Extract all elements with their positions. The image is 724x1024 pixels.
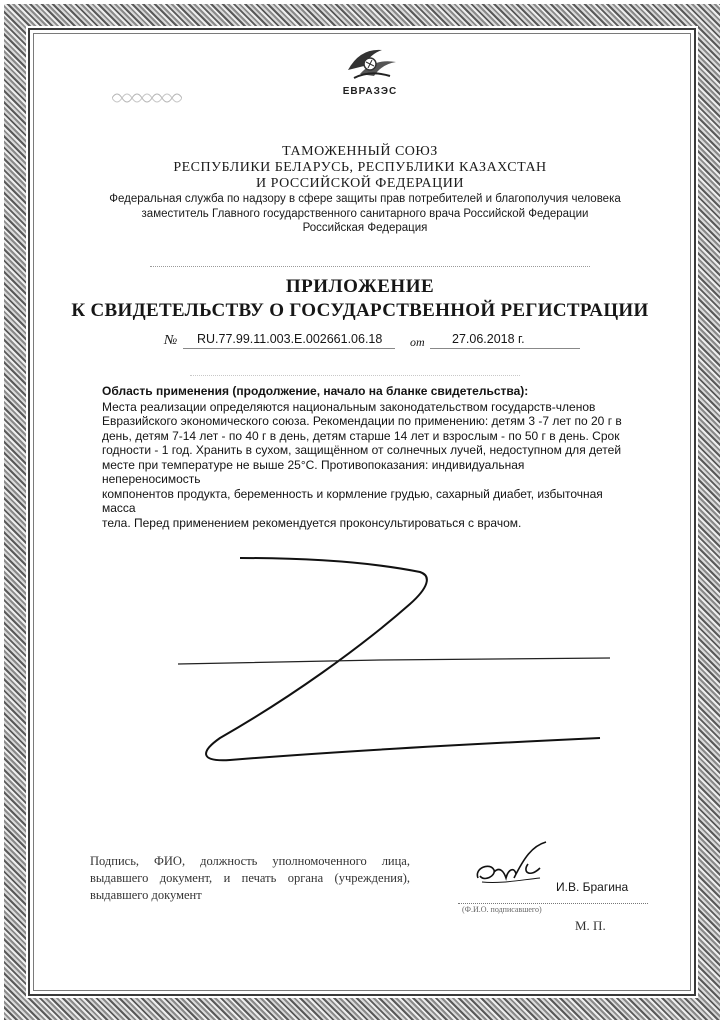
security-pattern (112, 90, 182, 106)
divider-line (190, 375, 520, 376)
signer-name: И.В. Брагина (556, 880, 629, 894)
header-republics: РЕСПУБЛИКИ БЕЛАРУСЬ, РЕСПУБЛИКИ КАЗАХСТАН (173, 160, 547, 175)
signature (470, 838, 560, 898)
certificate-number: RU.77.99.11.003.Е.002661.06.18 (197, 332, 383, 346)
header-union: ТАМОЖЕННЫЙ СОЮЗ (282, 144, 438, 159)
text-line: месте при температуре не выше 25°С. Противопоказания: индивидуальная непереносимость (102, 457, 525, 486)
number-label: № (164, 333, 178, 348)
deputy-title: заместитель Главного государственного санитарного врача Российской Федерации (141, 208, 589, 220)
date-underline (430, 348, 580, 349)
eurasec-emblem-icon (330, 40, 410, 86)
certificate-date: 27.06.2018 г. (452, 332, 525, 346)
text-line: Места реализации определяются национальным законодательством государств-членов (102, 399, 596, 414)
text-line: тела. Перед применением рекомендуется проконсультироваться с врачом. (102, 515, 522, 530)
document-title: ПРИЛОЖЕНИЕ (285, 276, 435, 297)
authority-name: Федеральная служба по надзору в сфере защиты прав потребителей и благополучия человека (109, 193, 621, 205)
stamp-place-mark: М. П. (575, 918, 606, 933)
country-name: Российская Федерация (302, 222, 428, 234)
text-line: годности - 1 год. Хранить в сухом, защищённом от солнечных лучей, недоступном для детей (102, 443, 622, 457)
number-underline (183, 348, 395, 349)
divider-line (150, 266, 590, 267)
text-line: день, детям 7-14 лет - по 40 г в день, детям старше 14 лет и взрослым - по 50 г в день. Срок (102, 428, 620, 443)
logo-text: ЕВРАЗЭС (342, 86, 398, 97)
document-subtitle: К СВИДЕТЕЛЬСТВУ О ГОСУДАРСТВЕННОЙ РЕГИСТРАЦИИ (71, 300, 649, 321)
fio-label: (Ф.И.О. подписавшего) (462, 905, 542, 914)
text-line: компонентов продукта, беременность и кормление грудью, сахарный диабет, избыточная масса (102, 486, 603, 515)
section-title: Область применения (продолжение, начало на бланке свидетельства): (102, 384, 529, 398)
signature-note: Подпись, ФИО, должность уполномоченного лица, выдавшего документ, и печать органа (учреждения), выдавшего документ (90, 854, 410, 902)
fio-underline (458, 903, 648, 904)
header-federation: И РОССИЙСКОЙ ФЕДЕРАЦИИ (256, 176, 464, 191)
text-line: Евразийского экономического союза. Рекомендации по применению: детям 3 -7 лет по 20 г в (102, 414, 622, 428)
z-cancellation-mark (170, 548, 620, 768)
application-scope (102, 384, 622, 530)
date-label: от (410, 335, 425, 349)
eurasec-logo (330, 40, 410, 100)
